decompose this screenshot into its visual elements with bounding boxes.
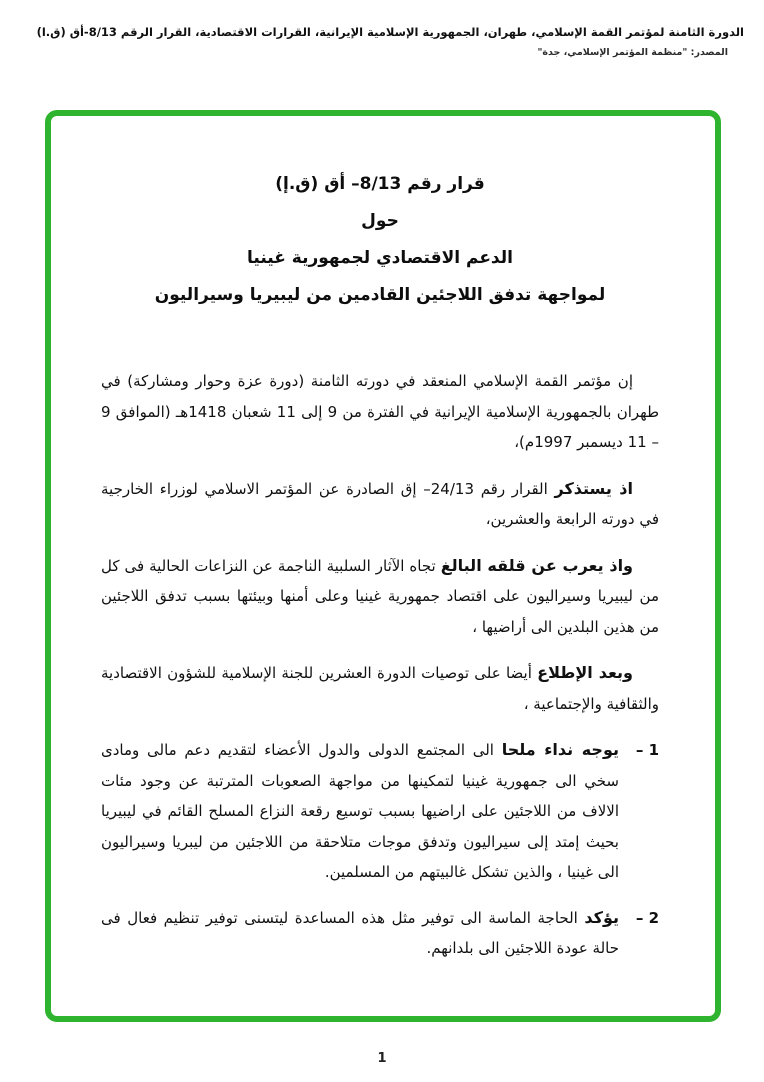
item-number: 2 – bbox=[635, 908, 659, 927]
paragraph-lead: اذ يستذكر bbox=[554, 478, 634, 498]
item-text bbox=[101, 735, 619, 888]
preamble-paragraph-3 bbox=[101, 551, 659, 643]
resolution-body bbox=[101, 366, 659, 964]
header-citation-line: الدورة الثامنة لمؤتمر القمة الإسلامي، طهران، الجمهورية الإسلامية الإيرانية، القرارات الاقتصادية، القرار الرقم 8/13-أق (ق.ا) bbox=[36, 25, 744, 39]
item-text bbox=[101, 903, 619, 964]
item-lead: يوجه نداء ملحا bbox=[501, 740, 619, 759]
paragraph-text: أيضا على توصيات الدورة العشرين للجنة الإسلامية للشؤون الاقتصادية والثقافية والإجتماعية ، bbox=[101, 664, 659, 713]
paragraph-text: إن مؤتمر القمة الإسلامي المنعقد في دورته الثامنة (دورة عزة وحوار ومشاركة) في طهران بالجمهورية الإسلامية الإيرانية في الفترة من 9 إلى 11 شعبان 1418هـ (الموافق 9 – 11 ديسمبر 1997م)، bbox=[101, 372, 660, 451]
resolution-border-box bbox=[45, 110, 721, 1022]
page-number: 1 bbox=[377, 1051, 387, 1066]
resolution-subject-line2: لمواجهة تدفق اللاجئين القادمين من ليبيريا وسيراليون bbox=[154, 285, 606, 305]
preamble-paragraph-4 bbox=[101, 658, 659, 719]
paragraph-text: القرار رقم 24/13– إق الصادرة عن المؤتمر الاسلامي لوزراء الخارجية في دورته الرابعة والعشرين، bbox=[101, 479, 659, 528]
item-lead: يؤكد bbox=[584, 907, 619, 927]
resolution-title-block bbox=[101, 166, 659, 314]
item-body: الحاجة الماسة الى توفير مثل هذه المساعدة ليتسنى توفير تنظيم فعال فى حالة عودة اللاجئين الى بلدانهم. bbox=[101, 908, 619, 957]
preamble-paragraph-2 bbox=[101, 474, 659, 535]
operative-item-1 bbox=[101, 735, 659, 888]
item-body: الى المجتمع الدولى والدول الأعضاء لتقديم دعم مالى ومادى سخي الى جمهورية غينيا لتمكينها من مواجهة الصعوبات المترتبة عن وجود مئات الالاف من اللاجئين على اراضيها بسبب توسيع رقعة النزاع المسلح القائم في ليبيريا بحيث إمتد إلى سيراليون وتدفق موجات متلاحقة من اللاجئين من ليبريا وسيراليون الى غينيا ، والذين تشكل غالبيتهم من المسلمين. bbox=[101, 741, 619, 881]
item-number: 1 – bbox=[635, 741, 659, 759]
operative-item-2 bbox=[101, 903, 659, 964]
operative-items bbox=[101, 735, 659, 964]
resolution-number-title: قرار رقم 8/13– أق (ق.إ) bbox=[275, 174, 485, 194]
paragraph-lead: واذ يعرب عن قلقه البالغ bbox=[440, 555, 633, 575]
paragraph-text: تجاه الآثار السلبية الناجمة عن النزاعات الحالية فى كل من ليبيريا وسيراليون على اقتصاد جمهورية غينيا وعلى أمنها وبيئتها بسبب تدفق اللاجئين من هذين البلدين الى أراضيها ، bbox=[101, 556, 659, 636]
resolution-subject-line1: الدعم الاقتصادي لجمهورية غينيا bbox=[247, 248, 513, 268]
paragraph-lead: وبعد الإطلاع bbox=[537, 663, 634, 682]
header-source-line: المصدر: "منظمة المؤتمر الإسلامي، جدة" bbox=[537, 47, 728, 58]
preamble-paragraph-1 bbox=[101, 366, 659, 458]
document-header bbox=[20, 24, 744, 58]
resolution-title-about: حول bbox=[361, 211, 399, 231]
